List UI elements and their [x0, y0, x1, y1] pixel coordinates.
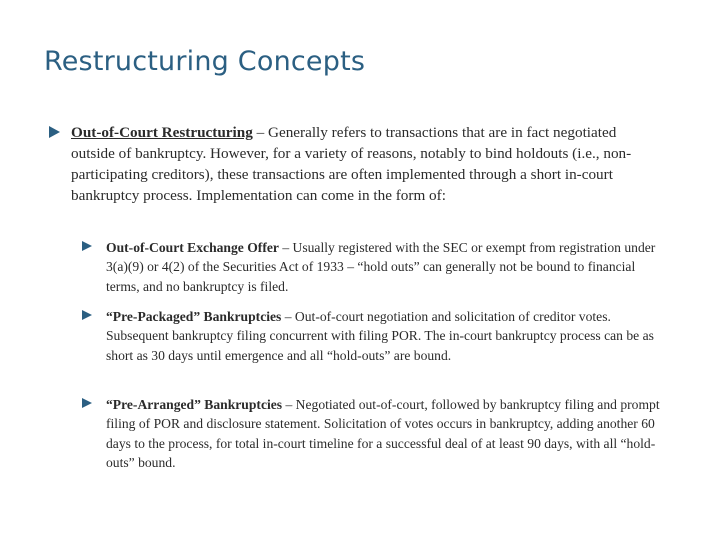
slide-title: Restructuring Concepts — [44, 46, 366, 77]
sub-bullet-description: – Negotiated out-of-court, followed by bankruptcy filing and prompt filing of POR and disclosure statement. Solicitation of votes occurs in bankruptcy, adding another 60 days to the process, for total in-court timeline for a successful deal of at least 90 days, with all “hold-outs” bound. — [106, 397, 660, 470]
bullet-term: Out-of-Court Restructuring — [71, 124, 253, 141]
sub-bullet-term: Out-of-Court Exchange Offer — [106, 240, 279, 255]
bullet-arrow-icon — [82, 310, 92, 320]
bullet-text — [71, 122, 659, 206]
sub-bullet-text — [106, 395, 664, 472]
bullet-description: – Generally refers to transactions that are in fact negotiated outside of bankruptcy. However, for a variety of reasons, notably to bind holdouts (i.e., non-participating creditors), these transactions are often implemented through a short in-court bankruptcy process. Implementation can come in the form of: — [71, 124, 632, 204]
sub-bullet-term: “Pre-Arranged” Bankruptcies — [106, 397, 283, 412]
sub-bullet-description: – Usually registered with the SEC or exempt from registration under 3(a)(9) or 4(2) of the Securities Act of 1933 – “hold outs” can generally not be bound to financial terms, and no bankruptcy is filed. — [106, 240, 656, 294]
sub-bullet-description: – Out-of-court negotiation and solicitation of creditor votes. Subsequent bankruptcy filing concurrent with filing POR. The in-court bankruptcy process can be as short as 30 days until emergence and all “hold-outs” are bound. — [106, 309, 654, 363]
bullet-item-out-of-court-restructuring — [49, 122, 659, 206]
bullet-arrow-icon — [82, 241, 92, 251]
sub-bullet-pre-packaged — [82, 307, 664, 365]
bullet-arrow-icon — [82, 398, 92, 408]
sub-bullet-text — [106, 307, 664, 365]
sub-bullet-pre-arranged — [82, 395, 664, 472]
sub-bullet-text — [106, 238, 664, 296]
sub-bullet-term: “Pre-Packaged” Bankruptcies — [106, 309, 282, 324]
bullet-arrow-icon — [49, 126, 60, 138]
sub-bullet-exchange-offer — [82, 238, 664, 296]
